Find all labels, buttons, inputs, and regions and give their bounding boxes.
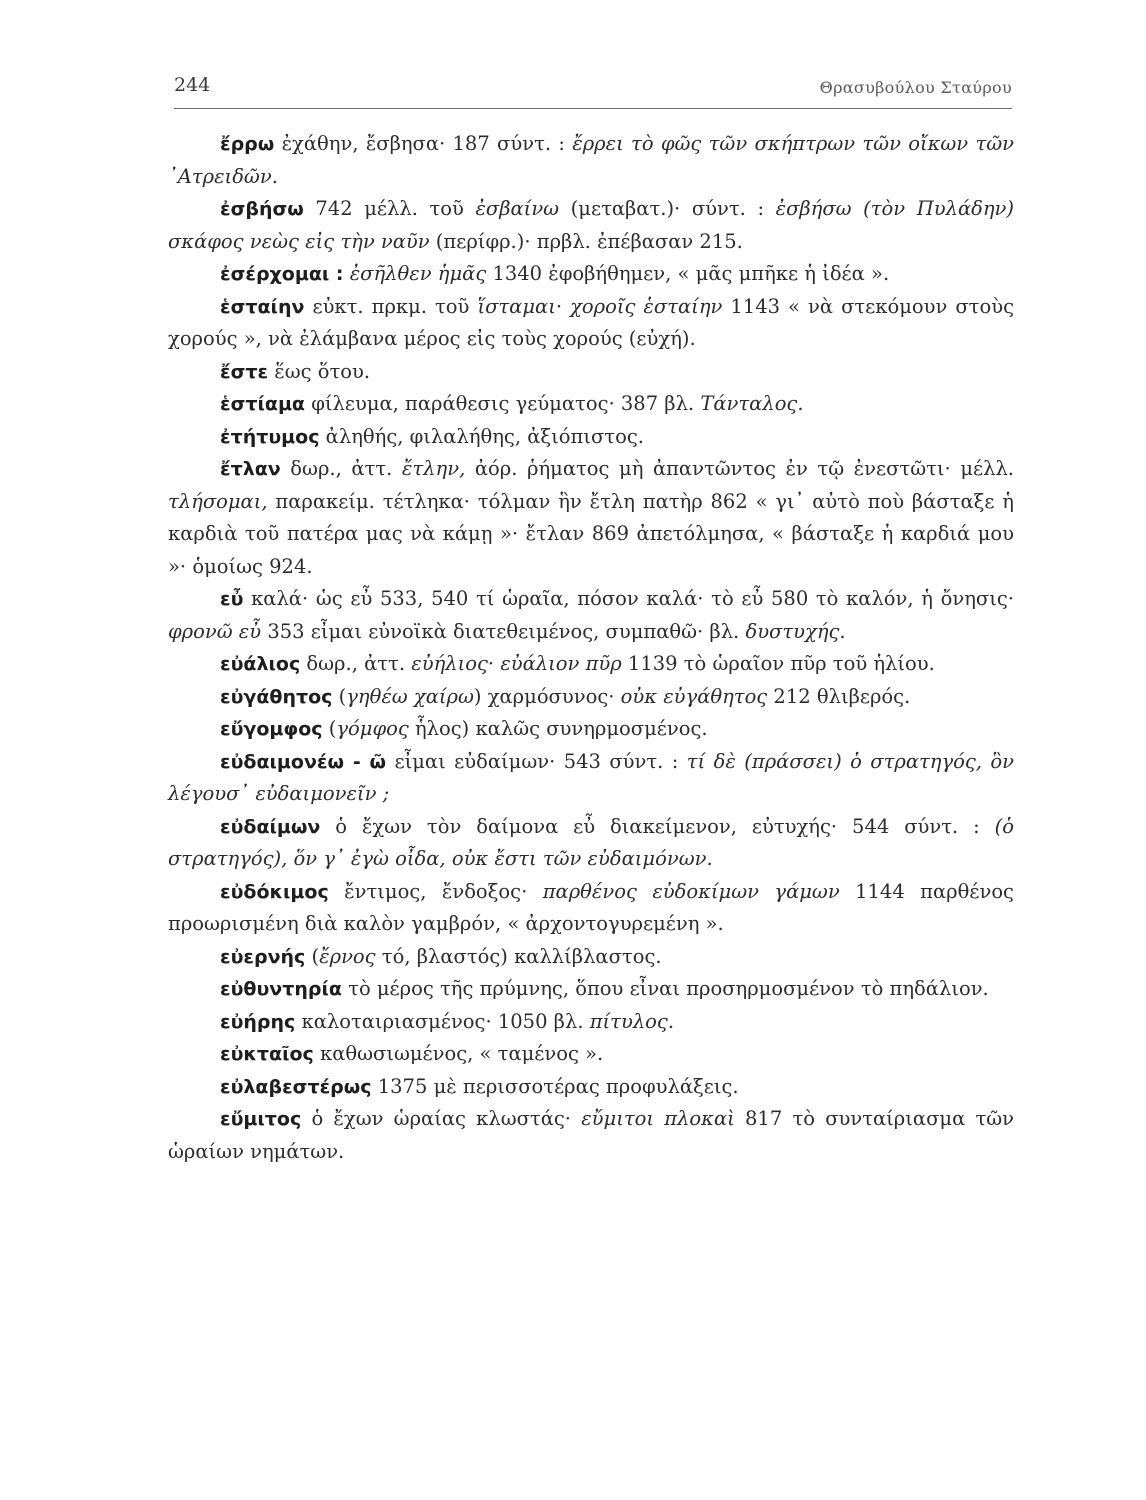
entry-headword: εὔμιτος (220, 1108, 302, 1130)
entry-text: (μεταβατ.)· σύντ. : (559, 197, 776, 220)
entry-headword: εὐθυντηρία (220, 978, 342, 1000)
entry-text: ) χαρμόσυνος· (473, 684, 621, 708)
entry-italic-text: γηθέω χαίρω (346, 684, 474, 708)
glossary-entry (168, 1006, 1014, 1039)
entry-italic-text: τλήσομαι, (168, 489, 268, 513)
glossary-entry (168, 1038, 1014, 1071)
page-header (174, 74, 1012, 109)
entry-text: δωρ., ἀττ. (280, 457, 402, 480)
entry-text: ἀληθής, φιλαλήθης, ἀξιόπιστος. (319, 424, 644, 448)
entry-headword: ἔστε (220, 360, 269, 383)
glossary-entry (168, 421, 1014, 454)
entry-text: 353 εἶμαι εὐνοϊκὰ διατεθειμένος, συμπαθῶ· βλ. (261, 619, 746, 643)
glossary-body (168, 128, 1014, 1168)
entry-italic-text: οὐκ εὐγάθητος (620, 684, 768, 708)
page-number: 244 (174, 74, 211, 96)
glossary-entry (168, 193, 1014, 258)
glossary-entry (168, 941, 1014, 974)
entry-headword: εὐλαβεστέρως (220, 1075, 372, 1098)
entry-headword: εὐήρης (220, 1010, 296, 1033)
glossary-entry (168, 1071, 1014, 1104)
entry-headword: εὐδαίμων (220, 815, 321, 838)
entry-headword: ἐσβήσω (220, 198, 304, 220)
entry-headword: εὔγομφος (220, 718, 323, 740)
entry-italic-text: ἵσταμαι· χοροῖς ἑσταίην (477, 294, 723, 318)
entry-italic-text: ἐσβήσω (τὸν Πυλάδην) σκάφος νεὼς εἰς τὴν ναῦν (168, 197, 1014, 253)
entry-text: τὸ μέρος τῆς πρύμνης, ὅπου εἶναι προσηρμοσμένον τὸ πηδάλιον. (341, 977, 989, 1000)
entry-headword: εὐδόκιμος (220, 880, 329, 903)
entry-text: 1144 παρθένος προωρισμένη διὰ καλὸν γαμβρόν, « ἀρχοντογυρεμένη ». (168, 879, 1014, 935)
entry-text: ὁ ἔχων τὸν δαίμονα εὖ διακείμενον, εὐτυχής· 544 σύντ. : (320, 814, 995, 838)
entry-text: ( (305, 944, 320, 968)
entry-italic-text: δυστυχής. (745, 619, 846, 643)
entry-text: ἔντιμος, ἔνδοξος· (328, 879, 543, 903)
entry-headword: ἔρρω (220, 133, 275, 155)
entry-text: καλοταιριασμένος· 1050 βλ. (295, 1009, 590, 1033)
glossary-entry (168, 388, 1014, 421)
entry-italic-text: πίτυλος. (589, 1009, 675, 1033)
entry-text: 742 μέλλ. τοῦ (303, 197, 476, 220)
entry-italic-text: ἔρρει τὸ φῶς τῶν σκήπτρων τῶν οἴκων τῶν ᾿Ατρειδῶν. (168, 132, 1014, 188)
entry-text: ἧλος) καλῶς συνηρμοσμένος. (408, 717, 708, 740)
entry-italic-text: γόμφος (336, 717, 409, 740)
entry-text: ὁ ἔχων ὡραίας κλωστάς· (301, 1107, 582, 1130)
glossary-entry (168, 811, 1014, 876)
entry-headword: εὐγάθητος (220, 685, 333, 708)
entry-headword: ἑστίαμα (220, 393, 305, 415)
entry-text: καλά· ὡς εὖ 533, 540 τί ὡραῖα, πόσον καλά· τὸ εὖ 580 τὸ καλόν, ἡ ὄνησις· (243, 587, 1014, 610)
running-title: Θρασυβούλου Σταύρου (819, 78, 1012, 97)
entry-text: 212 θλιβερός. (767, 684, 911, 708)
entry-italic-text: παρθένος εὐδοκίμων γάμων (542, 879, 840, 903)
entry-italic-text: εὔμιτοι πλοκαὶ (581, 1107, 735, 1130)
entry-text: ( (322, 717, 337, 740)
entry-headword: ἐσέρχομαι : (220, 263, 344, 285)
entry-text: 1139 τὸ ὡραῖον πῦρ τοῦ ἡλίου. (621, 652, 935, 675)
entry-text: ἀόρ. ῥήματος μὴ ἀπαντῶντος ἐν τῷ ἐνεστῶτι· μέλλ. (465, 457, 1015, 480)
entry-italic-text: ἐσβαίνω (475, 197, 560, 220)
glossary-entry (168, 973, 1014, 1006)
entry-text: (περίφρ.)· πρβλ. ἐπέβασαν 215. (429, 229, 743, 253)
glossary-entry (168, 1103, 1014, 1168)
entry-headword: εὐδαιμονέω - ῶ (220, 750, 387, 773)
entry-headword: εὐερνής (220, 945, 306, 968)
entry-text: δωρ., ἀττ. (300, 652, 412, 675)
glossary-entry (168, 713, 1014, 746)
entry-text: ἐχάθην, ἔσβησα· 187 σύντ. : (274, 132, 573, 155)
entry-italic-text: ἔρνος (319, 944, 376, 968)
entry-text: ( (332, 684, 347, 708)
entry-text: τό, βλαστός) καλλίβλαστος. (375, 944, 662, 968)
entry-headword: εὖ (220, 588, 244, 610)
entry-text: 817 τὸ συνταίριασμα τῶν ὡραίων νημάτων. (168, 1107, 1015, 1163)
glossary-entry (168, 746, 1014, 811)
entry-text: καθωσιωμένος, « ταμένος ». (313, 1042, 604, 1065)
entry-italic-text: Τάνταλος. (700, 392, 804, 415)
entry-text: 1375 μὲ περισσοτέρας προφυλάξεις. (371, 1074, 739, 1098)
glossary-entry (168, 128, 1014, 193)
entry-italic-text: (ὁ στρατηγός), ὅν γ᾿ ἐγὼ οἶδα, οὐκ ἔστι τῶν εὐδαιμόνων. (168, 814, 1014, 870)
entry-text: φίλευμα, παράθεσις γεύματος· 387 βλ. (305, 392, 701, 415)
entry-headword: ἑσταίην (220, 295, 305, 318)
entry-headword: ἔτλαν (220, 458, 281, 480)
glossary-entry (168, 583, 1014, 648)
glossary-entry (168, 681, 1014, 714)
entry-italic-text: εὐήλιος· εὐάλιον πῦρ (411, 652, 622, 675)
entry-headword: εὐάλιος (220, 653, 301, 675)
glossary-entry (168, 356, 1014, 389)
entry-italic-text: φρονῶ εὖ (168, 619, 262, 643)
entry-text: παρακείμ. τέτληκα· τόλμαν ἣν ἔτλη πατὴρ 862 « γι᾿ αὐτὸ ποὺ βάσταξε ἡ καρδιὰ τοῦ πατέρα μας νὰ κάμῃ »· ἔτλαν 869 ἀπετόλμησα, « βάσταξε ἡ καρδιά μου »· ὁμοίως 924. (168, 489, 1014, 578)
entry-italic-text: ἔτλην, (401, 457, 466, 480)
glossary-entry (168, 258, 1014, 291)
entry-headword: ἐτήτυμος (220, 425, 320, 448)
entry-text: 1340 ἐφοβήθημεν, « μᾶς μπῆκε ἡ ἰδέα ». (486, 262, 890, 285)
entry-text: εὐκτ. πρκμ. τοῦ (304, 294, 478, 318)
glossary-entry (168, 648, 1014, 681)
entry-italic-text: ἐσῆλθεν ἡμᾶς (349, 262, 487, 285)
glossary-entry (168, 453, 1014, 583)
glossary-entry (168, 876, 1014, 941)
entry-text: ἕως ὅτου. (268, 359, 371, 383)
entry-text: 1143 « νὰ στεκόμουν στοὺς χορούς », νὰ ἐλάμβανα μέρος εἰς τοὺς χορούς (εὐχή). (168, 294, 1014, 350)
entry-text: εἶμαι εὐδαίμων· 543 σύντ. : (386, 749, 687, 773)
entry-headword: εὐκταῖος (220, 1043, 314, 1065)
glossary-entry (168, 291, 1014, 356)
entry-italic-text: τί δὲ (πράσσει) ὁ στρατηγός, ὃν λέγουσ᾿ εὐδαιμονεῖν ; (168, 749, 1015, 805)
